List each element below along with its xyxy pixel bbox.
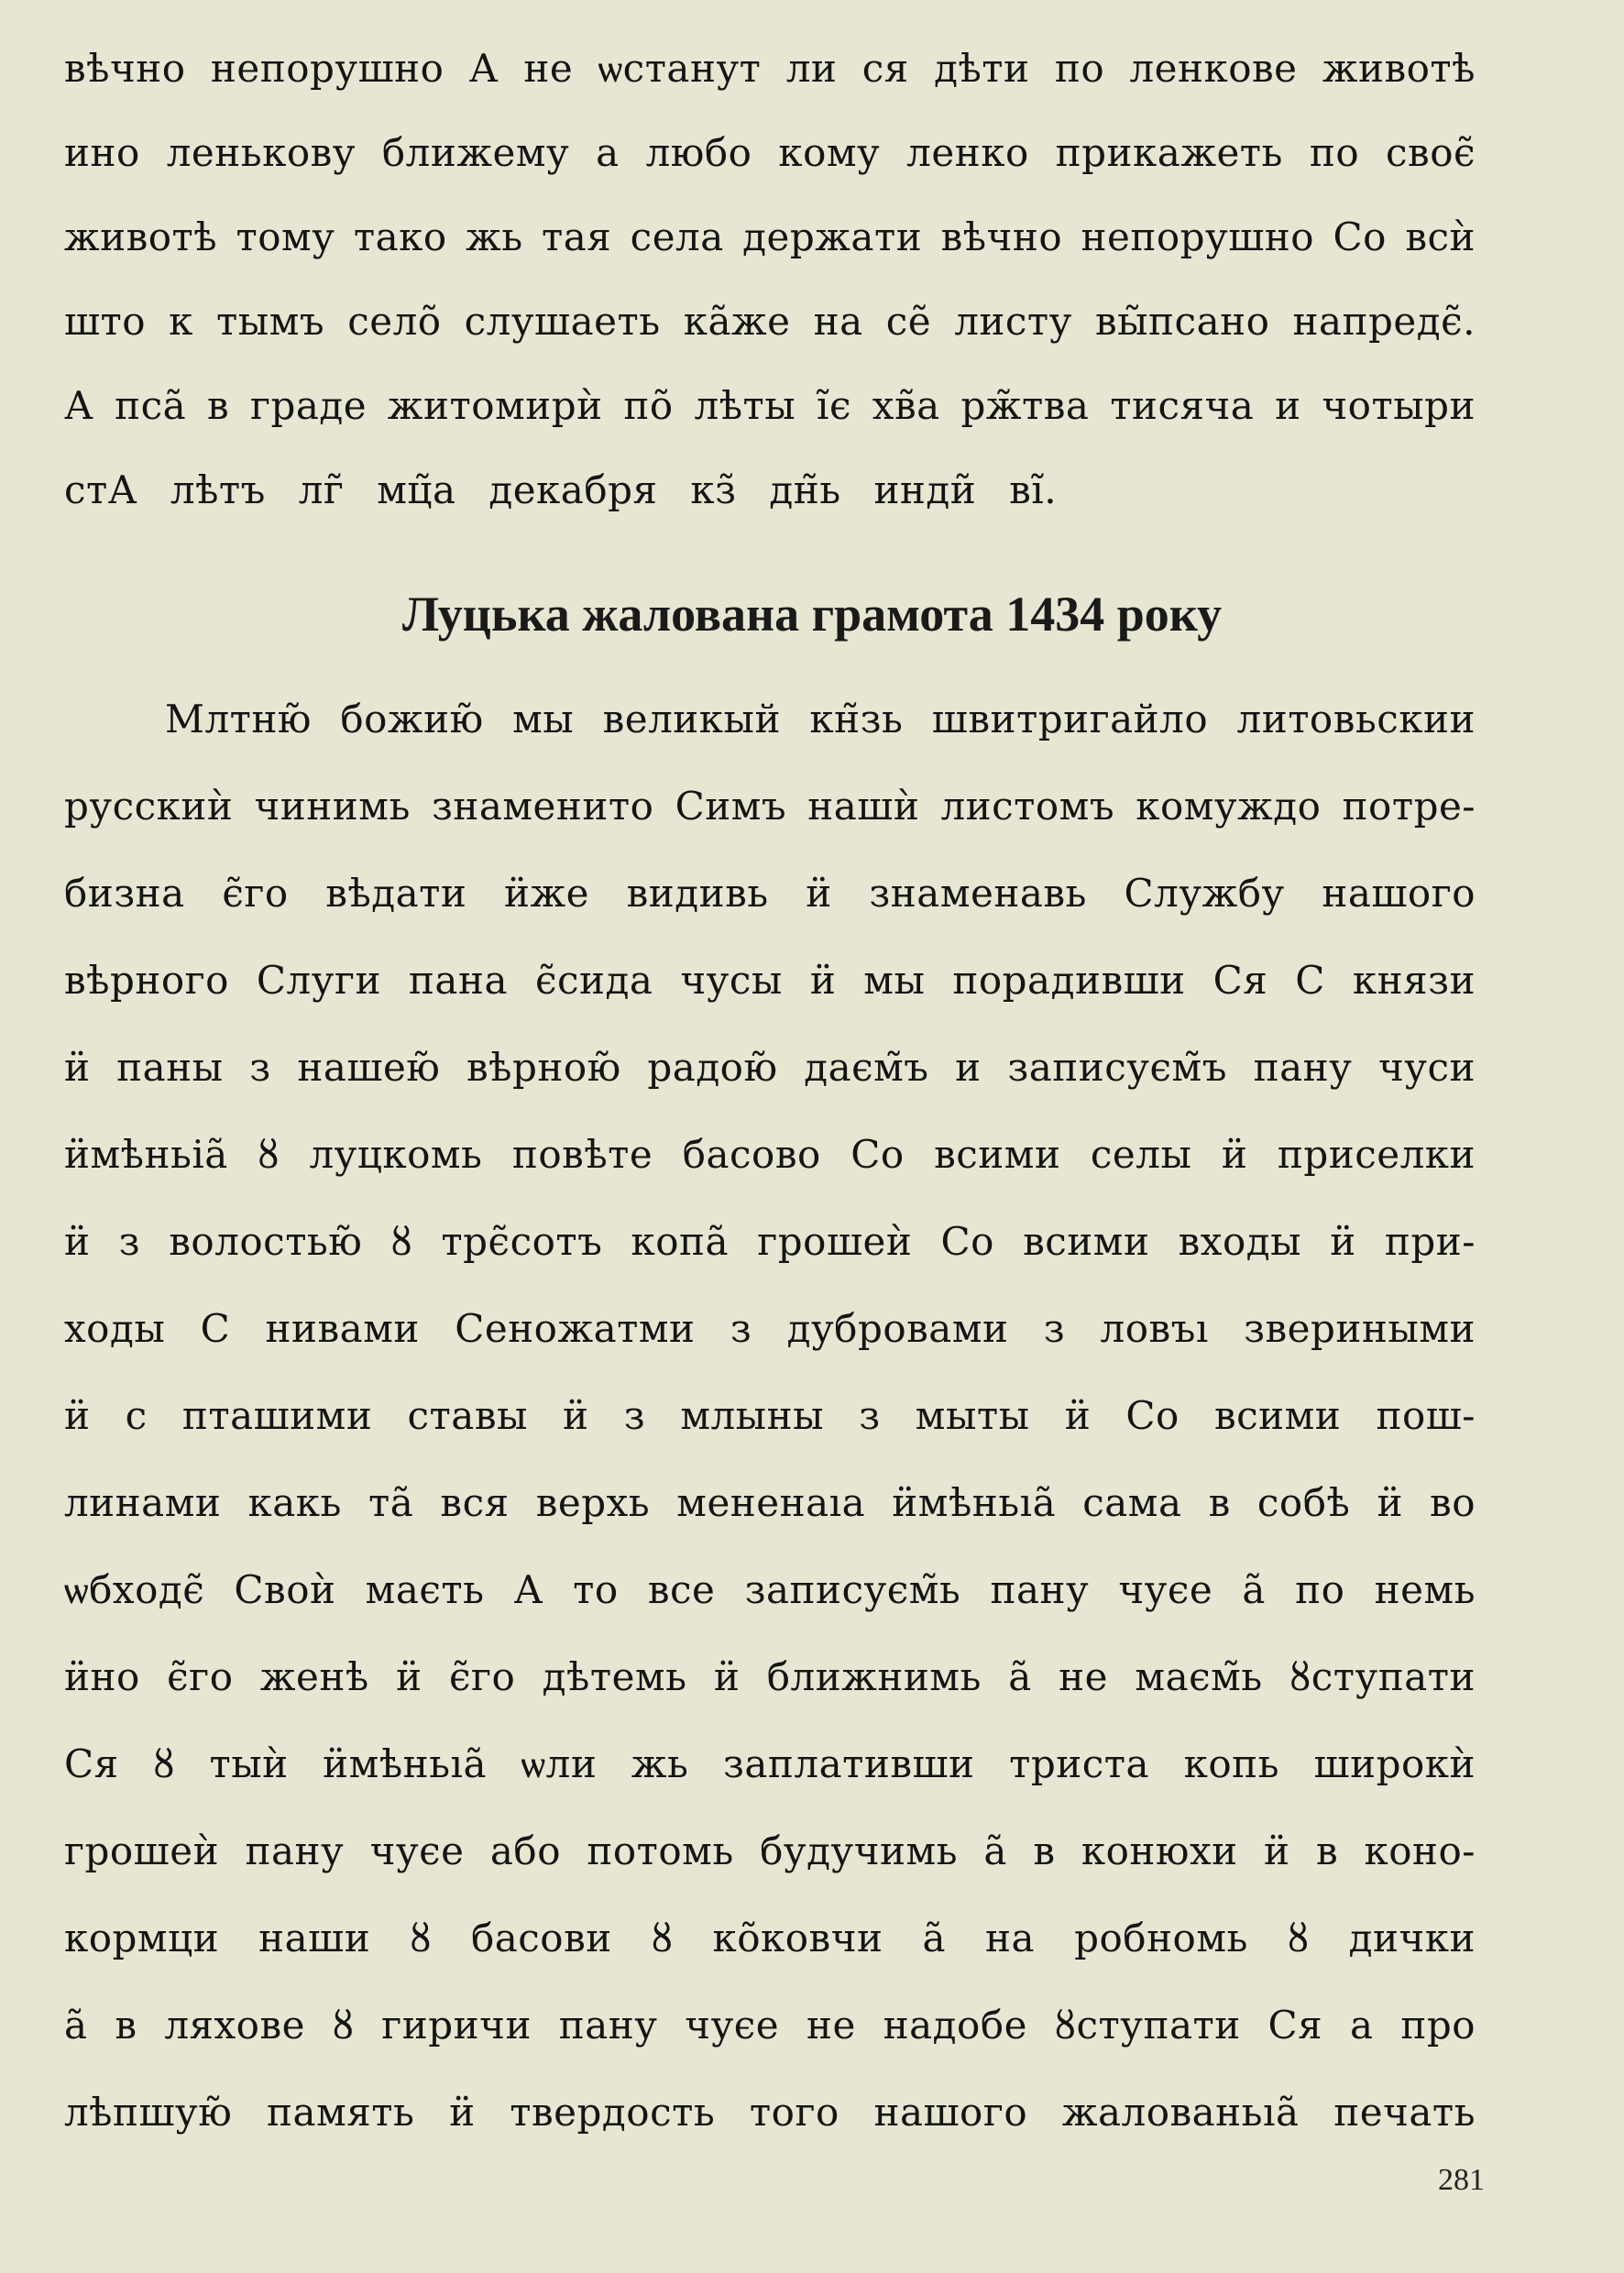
page-number: 281 <box>1438 2163 1485 2197</box>
text-line: што к тымъ село̃ слушаеть ка̃же на се̃ листу вы̃псано напредє̃. <box>64 299 1476 344</box>
text-line: ино ленькову ближему а любо кому ленко прикажеть по своє̃ <box>64 130 1476 175</box>
text-line: грошеѝ пану чуєе або потомь будучимь а̃ в конюхи ӥ в коно- <box>64 1828 1476 1873</box>
text-line: ѡбходє̃ Своѝ маєть А то все записуєм̃ь пану чуєе а̃ по немь <box>64 1567 1476 1612</box>
text-line: стА лѣтъ лг̃ мц̃а декабря кз̃ дн̃ь инди̃ ві̃. <box>64 467 1058 512</box>
text-line: вѣрного Слуги пана є̃сида чусы ӥ мы порадивши Ся С князи <box>64 958 1476 1003</box>
text-line: бизна є̃го вѣдати ӥже видивь ӥ знаменавь Службу нашого <box>64 871 1476 916</box>
text-line: ӥмѣньіа̃ ȣ луцкомь повѣте басово Со всими селы ӥ приселки <box>64 1132 1476 1177</box>
text-line: Млтню̃ божию̃ мы великый кн̃зь швитригайло литовьскии <box>165 697 1476 741</box>
section-heading: Луцька жалована грамота 1434 року <box>401 587 1223 642</box>
text-line: ӥ паны з нашею̃ вѣрною̃ радою̃ даєм̃ъ и записуєм̃ъ пану чуси <box>64 1045 1476 1090</box>
text-line: Ся ȣ тыѝ ӥмѣньıа̃ ѡли жь заплативши триста копь широкѝ <box>64 1741 1476 1786</box>
text-line: ӥ с пташими ставы ӥ з млыны з мыты ӥ Со всими пош- <box>64 1393 1476 1438</box>
text-line: русскиѝ чинимь знаменито Симъ нашѝ листомъ комуждо потре- <box>64 784 1476 829</box>
text-line: А пса̃ в граде житомирѝ по̃ лѣты і̃є хв̃а рж̃тва тисяча и чотыри <box>64 383 1476 428</box>
text-line: животѣ тому тако жь тая села держати вѣчно непорушно Со всѝ <box>64 214 1476 259</box>
text-line: лѣпшую̃ память ӥ твердость того нашого жалованьıа̃ печать <box>64 2090 1476 2135</box>
text-line: вѣчно непорушно А не ѡстанут ли ся дѣти по ленкове животѣ <box>64 46 1476 91</box>
text-line: линами какь та̃ вся верхь мененаıа ӥмѣньıа̃ сама в собѣ ӥ во <box>64 1480 1476 1525</box>
text-line: ходы С нивами Сеножатми з дубровами з ловъı звериными <box>64 1306 1476 1351</box>
text-line: кормци наши ȣ басови ȣ ко̃ковчи а̃ на робномь ȣ дички <box>64 1916 1476 1960</box>
text-line: ӥно є̃го женѣ ӥ є̃го дѣтемь ӥ ближнимь а̃ не маєм̃ь ȣступати <box>64 1654 1476 1699</box>
text-line: а̃ в ляхове ȣ гиричи пану чуєе не надобе ȣступати Ся а про <box>64 2003 1476 2048</box>
text-line: ӥ з волостью̃ ȣ трє̃сотъ копа̃ грошеѝ Со всими входы ӥ при- <box>64 1219 1476 1264</box>
